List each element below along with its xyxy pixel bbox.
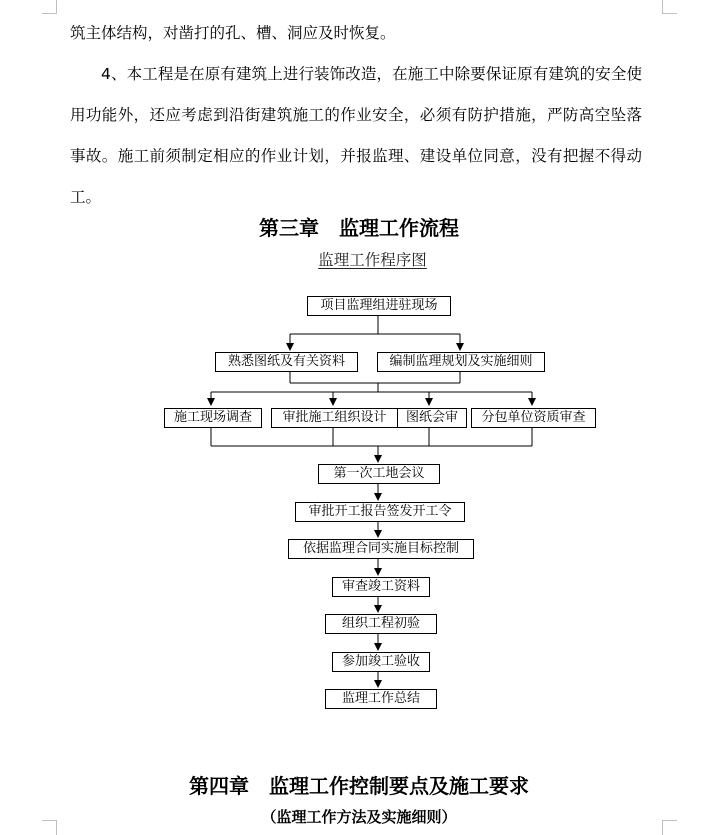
flow-box-site-survey: 施工现场调查 xyxy=(164,408,262,428)
chapter-4-title: 第四章 监理工作控制要点及施工要求 xyxy=(189,774,529,798)
flow-box-start: 项目监理组进驻现场 xyxy=(307,296,451,316)
flow-box-step-2: 审批开工报告签发开工令 xyxy=(295,502,465,522)
flow-box-subcontractor-review: 分包单位资质审查 xyxy=(471,408,596,428)
flow-box-step-7: 监理工作总结 xyxy=(325,689,437,709)
flow-box-step-5: 组织工程初验 xyxy=(325,614,437,634)
flow-box-review-construction-design: 审批施工组织设计 xyxy=(271,408,398,428)
flow-box-study-drawings: 熟悉图纸及有关资料 xyxy=(215,352,358,372)
paragraph-item-4: 4、本工程是在原有建筑上进行装饰改造，在施工中除要保证原有建筑的安全使用功能外，还应考虑到沿街建筑施工的作业安全，必须有防护措施，严防高空坠落事故。施工前须制定相应的作业计划，并报监理、建设单位同意，没有把握不得动工。 xyxy=(70,65,642,206)
flow-box-step-1: 第一次工地会议 xyxy=(318,464,440,484)
flow-box-drawing-review: 图纸会审 xyxy=(397,408,467,428)
chapter-3-title: 第三章 监理工作流程 xyxy=(259,216,459,240)
flow-box-supervision-plan: 编制监理规划及实施细则 xyxy=(377,352,545,372)
flowchart-title: 监理工作程序图 xyxy=(318,251,427,269)
flow-box-step-6: 参加竣工验收 xyxy=(332,652,430,672)
flow-box-step-3: 依据监理合同实施目标控制 xyxy=(288,539,474,559)
paragraph-continued: 筑主体结构，对凿打的孔、槽、洞应及时恢复。 xyxy=(70,24,396,42)
flow-box-step-4: 审查竣工资料 xyxy=(332,577,430,597)
chapter-4-subtitle: （监理工作方法及实施细则） xyxy=(261,808,457,826)
